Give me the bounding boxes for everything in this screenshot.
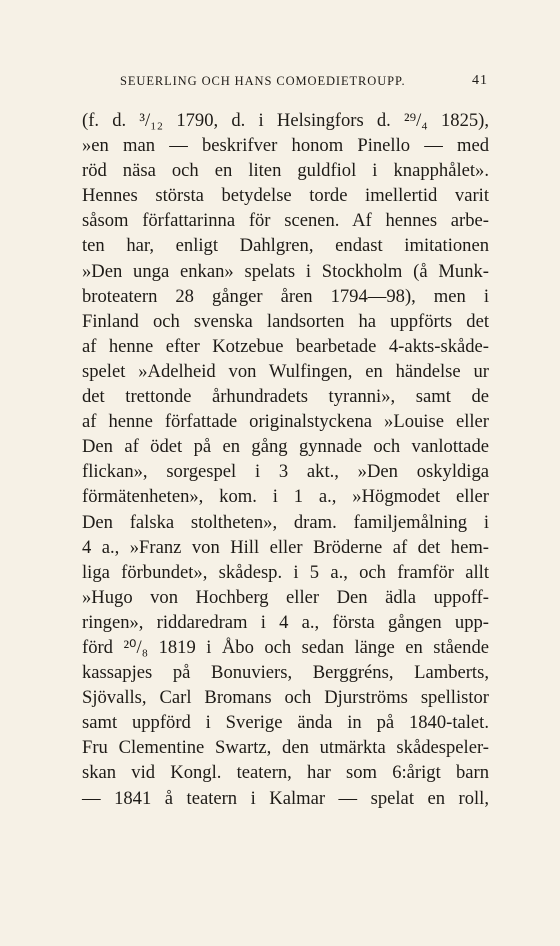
text-line: Finland och svenska landsorten ha uppförts det: [82, 310, 489, 332]
text-line: samt uppförd i Sverige ända in på 1840-talet.: [82, 712, 489, 734]
text-line: liga förbundet», skådesp. i 5 a., och framför allt: [82, 561, 489, 583]
text-line: ringen», riddaredram i 4 a., första gången upp-: [82, 611, 489, 633]
text-line: — 1841 å teatern i Kalmar — spelat en roll,: [82, 787, 489, 809]
page-number: 41: [472, 73, 488, 88]
text-line: Hennes största betydelse torde imellertid varit: [82, 185, 489, 207]
text-line: af henne efter Kotzebue bearbetade 4-akts-skåde-: [82, 335, 489, 357]
text-line: »Den unga enkan» spelats i Stockholm (å Munk-: [82, 260, 489, 282]
text-line: skan vid Kongl. teatern, har som 6:årigt barn: [82, 762, 489, 784]
text-line: flickan», sorgespel i 3 akt., »Den oskyldiga: [82, 461, 489, 483]
running-head: [82, 74, 488, 94]
text-line: Fru Clementine Swartz, den utmärkta skådespeler-: [82, 737, 489, 759]
text-line: »Hugo von Hochberg eller Den ädla uppoff-: [82, 586, 489, 608]
text-line: kassapjes på Bonuviers, Berggréns, Lamberts,: [82, 662, 489, 684]
text-line: Sjövalls, Carl Bromans och Djurströms spellistor: [82, 687, 489, 709]
text-line: af henne författade originalstyckena »Louise eller: [82, 411, 489, 433]
text-line: broteatern 28 gånger åren 1794—98), men i: [82, 285, 489, 307]
text-line: ten har, enligt Dahlgren, endast imitationen: [82, 235, 489, 257]
text-line: 4 a., »Franz von Hill eller Bröderne af det hem-: [82, 536, 489, 558]
text-line: Den af ödet på en gång gynnade och vanlottade: [82, 436, 489, 458]
text-line: Den falska stoltheten», dram. familjemålning i: [82, 511, 489, 533]
text-line: spelet »Adelheid von Wulfingen, en händelse ur: [82, 360, 489, 382]
text-line: förmätenheten», kom. i 1 a., »Högmodet eller: [82, 486, 489, 508]
text-line: »en man — beskrifver honom Pinello — med: [82, 135, 489, 157]
body-text: [82, 108, 489, 811]
text-line: (f. d. ³/₁₂ 1790, d. i Helsingfors d. ²⁹/₄ 1825),: [82, 110, 489, 131]
text-line: det trettonde århundradets tyranni», samt de: [82, 386, 489, 408]
text-line: röd näsa och en liten guldfiol i knapphålet».: [82, 160, 489, 182]
running-title: SEUERLING OCH HANS COMOEDIETROUPP.: [120, 74, 406, 88]
text-line: förd ²⁰/₈ 1819 i Åbo och sedan länge en stående: [82, 636, 489, 658]
text-line: såsom författarinna för scenen. Af hennes arbe-: [82, 210, 489, 232]
